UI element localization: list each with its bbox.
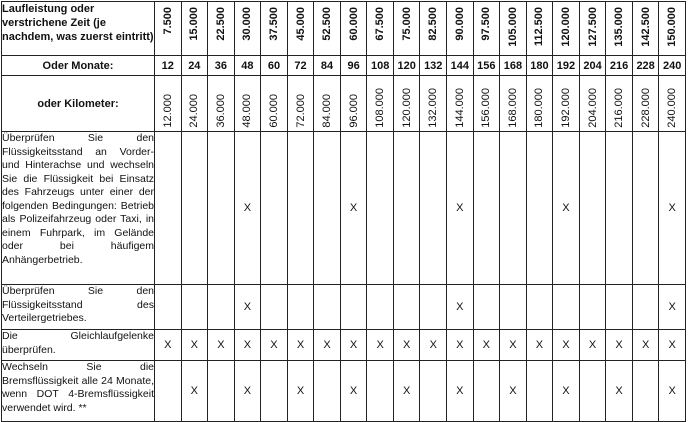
mileage-header-cell	[367, 2, 394, 56]
schedule-mark	[420, 132, 447, 285]
kilometers-cell	[234, 76, 261, 132]
mileage-value: 15.000	[188, 7, 201, 41]
kilometers-cell	[155, 76, 182, 132]
schedule-mark	[420, 361, 447, 422]
schedule-mark	[579, 361, 606, 422]
kilometers-cell	[632, 76, 659, 132]
schedule-mark	[500, 132, 527, 285]
schedule-mark: X	[659, 361, 686, 422]
mileage-value: 105.000	[506, 7, 519, 47]
schedule-mark	[181, 132, 208, 285]
schedule-mark	[155, 361, 182, 422]
schedule-mark	[287, 285, 314, 330]
schedule-mark	[500, 285, 527, 330]
kilometers-cell	[181, 76, 208, 132]
schedule-mark	[473, 285, 500, 330]
schedule-mark: X	[393, 330, 420, 361]
kilometers-value: 12.000	[161, 94, 174, 128]
schedule-mark	[261, 285, 288, 330]
schedule-mark: X	[659, 330, 686, 361]
schedule-mark	[208, 361, 235, 422]
schedule-mark: X	[420, 330, 447, 361]
months-value: 204	[579, 56, 606, 76]
months-value: 12	[155, 56, 182, 76]
mileage-value: 112.500	[533, 7, 546, 47]
kilometers-value: 24.000	[188, 94, 201, 128]
kilometers-cell	[473, 76, 500, 132]
kilometers-value: 84.000	[321, 94, 334, 128]
months-value: 72	[287, 56, 314, 76]
months-value: 144	[447, 56, 474, 76]
schedule-mark: X	[155, 330, 182, 361]
mileage-value: 82.500	[427, 7, 440, 41]
kilometers-cell	[500, 76, 527, 132]
mileage-header-cell	[500, 2, 527, 56]
mileage-value: 52.500	[321, 7, 334, 41]
mileage-value: 7.500	[161, 7, 174, 35]
kilometers-cell	[261, 76, 288, 132]
kilometers-cell	[340, 76, 367, 132]
mileage-header-cell	[155, 2, 182, 56]
mileage-value: 37.500	[267, 7, 280, 41]
schedule-mark: X	[553, 361, 580, 422]
months-value: 108	[367, 56, 394, 76]
schedule-mark: X	[606, 330, 633, 361]
kilometers-cell	[553, 76, 580, 132]
kilometers-cell	[659, 76, 686, 132]
schedule-mark: X	[234, 330, 261, 361]
mileage-value: 30.000	[241, 7, 254, 41]
kilometers-value: 72.000	[294, 94, 307, 128]
task-description: Überprüfen Sie den Flüssigkeitsstand an Vorder- und Hinterachse und wechseln Sie die Flüssigkeit bei Einsatz des Fahrzeugs unter einer der folgenden Bedingungen: Betrieb als Polizeifahrzeug oder Taxi, in einem Fuhrpark, im Gelände oder bei häufigem Anhängerbetrieb.	[2, 132, 155, 285]
mileage-header-cell	[314, 2, 341, 56]
kilometers-value: 108.000	[374, 88, 387, 128]
schedule-mark: X	[500, 361, 527, 422]
kilometers-value: 132.000	[427, 88, 440, 128]
months-value: 36	[208, 56, 235, 76]
schedule-mark: X	[234, 285, 261, 330]
mileage-header-cell	[606, 2, 633, 56]
kilometers-value: 36.000	[214, 94, 227, 128]
schedule-mark	[155, 132, 182, 285]
mileage-header-cell	[340, 2, 367, 56]
kilometers-value: 144.000	[453, 88, 466, 128]
months-value: 240	[659, 56, 686, 76]
kilometers-cell	[447, 76, 474, 132]
schedule-mark	[208, 132, 235, 285]
schedule-mark: X	[340, 132, 367, 285]
mileage-header-cell	[393, 2, 420, 56]
kilometers-value: 240.000	[666, 88, 679, 128]
schedule-mark: X	[447, 285, 474, 330]
schedule-mark	[393, 285, 420, 330]
schedule-mark: X	[340, 330, 367, 361]
task-description: Wechseln Sie die Bremsflüssigkeit alle 24 Monate, wenn DOT 4-Bremsflüssigkeit verwendet wird. **	[2, 361, 155, 422]
schedule-mark: X	[340, 361, 367, 422]
schedule-mark	[261, 132, 288, 285]
kilometers-value: 96.000	[347, 94, 360, 128]
schedule-mark	[553, 285, 580, 330]
schedule-mark	[367, 361, 394, 422]
kilometers-cell	[314, 76, 341, 132]
schedule-mark	[420, 285, 447, 330]
schedule-mark	[579, 285, 606, 330]
task-row-transfer-case	[2, 285, 686, 330]
schedule-mark: X	[234, 361, 261, 422]
schedule-mark: X	[208, 330, 235, 361]
schedule-mark	[314, 285, 341, 330]
task-row-cv-joints	[2, 330, 686, 361]
mileage-header-cell	[526, 2, 553, 56]
months-value: 168	[500, 56, 527, 76]
kilometers-row	[2, 76, 686, 132]
mileage-header-cell	[287, 2, 314, 56]
kilometers-cell	[367, 76, 394, 132]
schedule-mark: X	[287, 361, 314, 422]
schedule-mark	[208, 285, 235, 330]
mileage-header-cell	[420, 2, 447, 56]
kilometers-value: 60.000	[267, 94, 280, 128]
mileage-value: 22.500	[214, 7, 227, 41]
mileage-value: 90.000	[453, 7, 466, 41]
schedule-mark: X	[553, 132, 580, 285]
schedule-mark: X	[632, 330, 659, 361]
months-row-label: Oder Monate:	[2, 56, 155, 76]
schedule-mark: X	[526, 330, 553, 361]
schedule-mark: X	[314, 330, 341, 361]
mileage-header-cell	[473, 2, 500, 56]
task-description: Überprüfen Sie den Flüssigkeitsstand des Verteilergetriebes.	[2, 285, 155, 330]
schedule-mark: X	[659, 132, 686, 285]
months-row	[2, 56, 686, 76]
kilometers-cell	[420, 76, 447, 132]
schedule-mark	[632, 285, 659, 330]
kilometers-value: 180.000	[533, 88, 546, 128]
kilometers-value: 48.000	[241, 94, 254, 128]
months-value: 84	[314, 56, 341, 76]
kilometers-value: 120.000	[400, 88, 413, 128]
schedule-mark: X	[261, 330, 288, 361]
kilometers-value: 156.000	[480, 88, 493, 128]
schedule-mark: X	[579, 330, 606, 361]
mileage-value: 150.000	[666, 7, 679, 47]
schedule-mark: X	[659, 285, 686, 330]
months-value: 228	[632, 56, 659, 76]
mileage-header-cell	[553, 2, 580, 56]
schedule-mark	[367, 132, 394, 285]
schedule-mark	[526, 285, 553, 330]
months-value: 96	[340, 56, 367, 76]
schedule-mark	[314, 132, 341, 285]
schedule-mark	[526, 361, 553, 422]
schedule-header-title: Laufleistung oder verstrichene Zeit (je nachdem, was zuerst eintritt)	[2, 2, 155, 56]
mileage-value: 67.500	[374, 7, 387, 41]
schedule-mark	[393, 132, 420, 285]
mileage-header-cell	[447, 2, 474, 56]
mileage-header-cell	[181, 2, 208, 56]
schedule-mark: X	[181, 361, 208, 422]
maintenance-schedule-table	[1, 1, 686, 422]
mileage-value: 120.000	[559, 7, 572, 47]
task-row-axle-fluid	[2, 132, 686, 285]
kilometers-cell	[579, 76, 606, 132]
kilometers-value: 228.000	[639, 88, 652, 128]
schedule-mark	[155, 285, 182, 330]
schedule-mark: X	[473, 330, 500, 361]
mileage-row	[2, 2, 686, 56]
months-value: 120	[393, 56, 420, 76]
mileage-value: 60.000	[347, 7, 360, 41]
mileage-header-cell	[579, 2, 606, 56]
months-value: 132	[420, 56, 447, 76]
months-value: 156	[473, 56, 500, 76]
schedule-mark	[473, 132, 500, 285]
schedule-mark	[181, 285, 208, 330]
mileage-value: 127.500	[586, 7, 599, 47]
schedule-mark: X	[393, 361, 420, 422]
months-value: 24	[181, 56, 208, 76]
kilometers-cell	[606, 76, 633, 132]
kilometers-cell	[526, 76, 553, 132]
task-row-brake-fluid	[2, 361, 686, 422]
kilometers-cell	[208, 76, 235, 132]
schedule-mark: X	[447, 330, 474, 361]
months-value: 48	[234, 56, 261, 76]
schedule-mark: X	[606, 361, 633, 422]
schedule-mark: X	[367, 330, 394, 361]
kilometers-cell	[287, 76, 314, 132]
mileage-value: 135.000	[613, 7, 626, 47]
schedule-mark: X	[500, 330, 527, 361]
schedule-mark	[340, 285, 367, 330]
kilometers-value: 192.000	[559, 88, 572, 128]
schedule-mark	[606, 132, 633, 285]
kilometers-row-label: oder Kilometer:	[2, 76, 155, 132]
schedule-mark: X	[181, 330, 208, 361]
mileage-value: 45.000	[294, 7, 307, 41]
schedule-mark	[579, 132, 606, 285]
mileage-header-cell	[632, 2, 659, 56]
schedule-mark: X	[553, 330, 580, 361]
schedule-mark: X	[447, 361, 474, 422]
schedule-mark: X	[287, 330, 314, 361]
mileage-header-cell	[261, 2, 288, 56]
months-value: 216	[606, 56, 633, 76]
months-value: 60	[261, 56, 288, 76]
schedule-mark	[632, 361, 659, 422]
mileage-header-cell	[659, 2, 686, 56]
kilometers-value: 168.000	[506, 88, 519, 128]
kilometers-value: 216.000	[613, 88, 626, 128]
schedule-mark	[606, 285, 633, 330]
kilometers-value: 204.000	[586, 88, 599, 128]
schedule-mark	[367, 285, 394, 330]
mileage-value: 75.000	[400, 7, 413, 41]
mileage-header-cell	[208, 2, 235, 56]
mileage-header-cell	[234, 2, 261, 56]
kilometers-cell	[393, 76, 420, 132]
task-description: Die Gleichlaufgelenke überprüfen.	[2, 330, 155, 361]
schedule-mark	[314, 361, 341, 422]
schedule-mark	[526, 132, 553, 285]
months-value: 192	[553, 56, 580, 76]
schedule-mark	[632, 132, 659, 285]
schedule-mark: X	[234, 132, 261, 285]
mileage-value: 142.500	[639, 7, 652, 47]
schedule-mark	[287, 132, 314, 285]
schedule-mark	[473, 361, 500, 422]
schedule-mark: X	[447, 132, 474, 285]
mileage-value: 97.500	[480, 7, 493, 41]
schedule-mark	[261, 361, 288, 422]
months-value: 180	[526, 56, 553, 76]
